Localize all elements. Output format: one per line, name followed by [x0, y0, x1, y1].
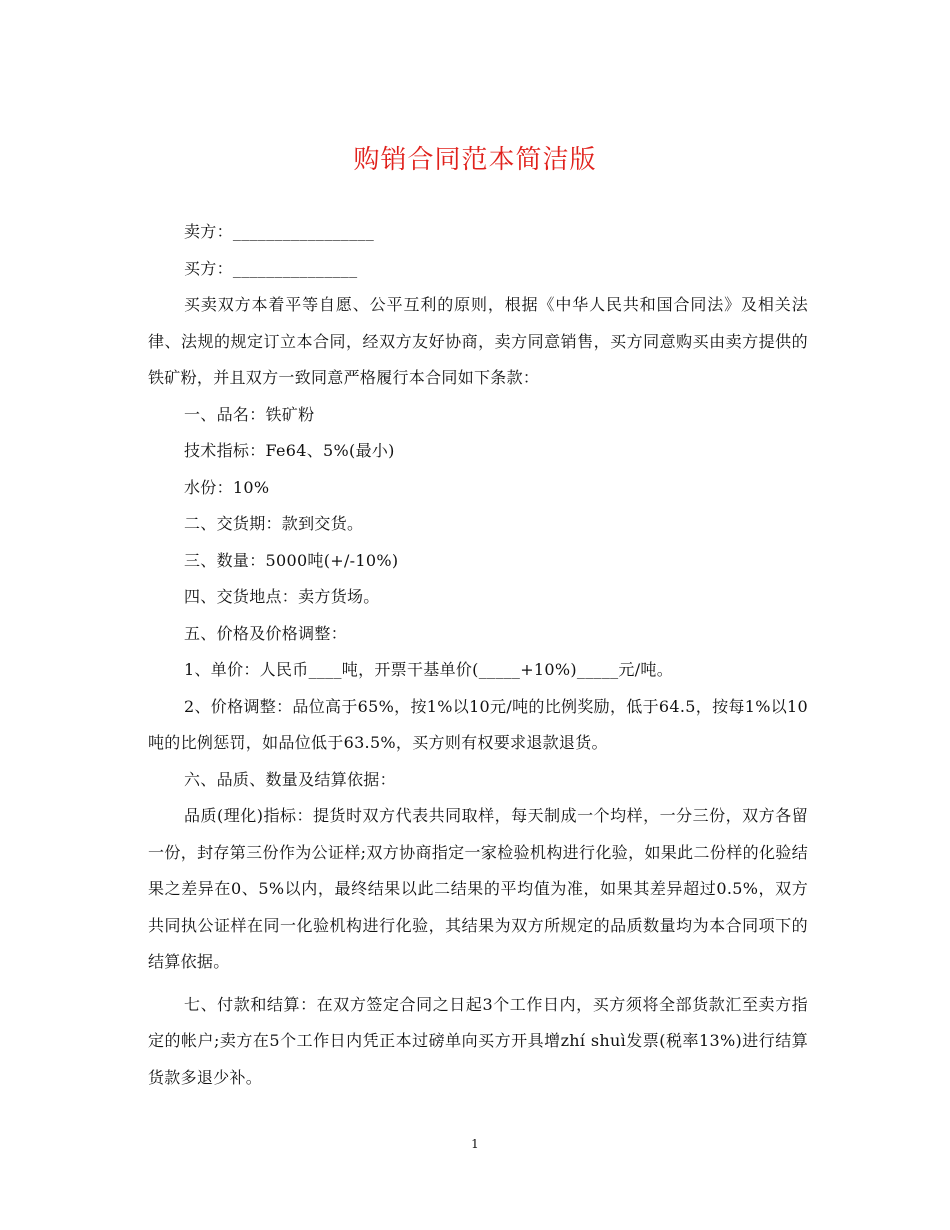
seller-line: 卖方：_________________	[184, 222, 374, 241]
quality-paragraph: 品质(理化)指标：提货时双方代表共同取样，每天制成一个均样，一分三份，双方各留一份，封存第三份作为公证样;双方协商指定一家检验机构进行化验，如果此二份样的化验结果之差异在0、5%以内，最终结果以此二结果的平均值为准，如果其差异超过0.5%，双方共同执公证样在同一化验机构进行化验，其结果为双方所规定的品质数量均为本合同项下的结算依据。	[148, 806, 808, 971]
item-quality-basis: 六、品质、数量及结算依据：	[184, 769, 396, 789]
buyer-line: 买方：_______________	[184, 258, 358, 278]
contract-body	[148, 214, 808, 1096]
item-quantity: 三、数量：5000吨(+/-10%)	[184, 550, 399, 570]
price-adjustment: 2、价格调整：品位高于65%，按1%以10元/吨的比例奖励，低于64.5，按每1%以10吨的比例惩罚，如品位低于63.5%，买方则有权要求退款退货。	[148, 696, 808, 752]
technical-spec: 技术指标：Fe64、5%(最小)	[184, 441, 395, 460]
page-number: 1	[471, 1137, 479, 1151]
intro-paragraph: 买卖双方本着平等自愿、公平互利的原则，根据《中华人民共和国合同法》及相关法律、法规的规定订立本合同，经双方友好协商，卖方同意销售，买方同意购买由卖方提供的铁矿粉，并且双方一致同意严格履行本合同如下条款：	[148, 295, 808, 387]
item-delivery-place: 四、交货地点：卖方货场。	[184, 587, 380, 606]
document-title: 购销合同范本简洁版	[353, 145, 597, 175]
unit-price: 1、单价：人民币____吨，开票干基单价(_____+10%)_____元/吨。	[184, 660, 674, 679]
item-delivery-time: 二、交货期：款到交货。	[184, 514, 364, 533]
moisture-content: 水份：10%	[184, 477, 270, 497]
payment-paragraph: 七、付款和结算：在双方签定合同之日起3个工作日内，买方须将全部货款汇至卖方指定的帐户;卖方在5个工作日内凭正本过磅单向买方开具增zhí shuì发票(税率13%)进行结算货款多退少补。	[148, 994, 808, 1087]
item-price: 五、价格及价格调整：	[184, 623, 348, 643]
item-product-name: 一、品名：铁矿粉	[184, 404, 315, 424]
